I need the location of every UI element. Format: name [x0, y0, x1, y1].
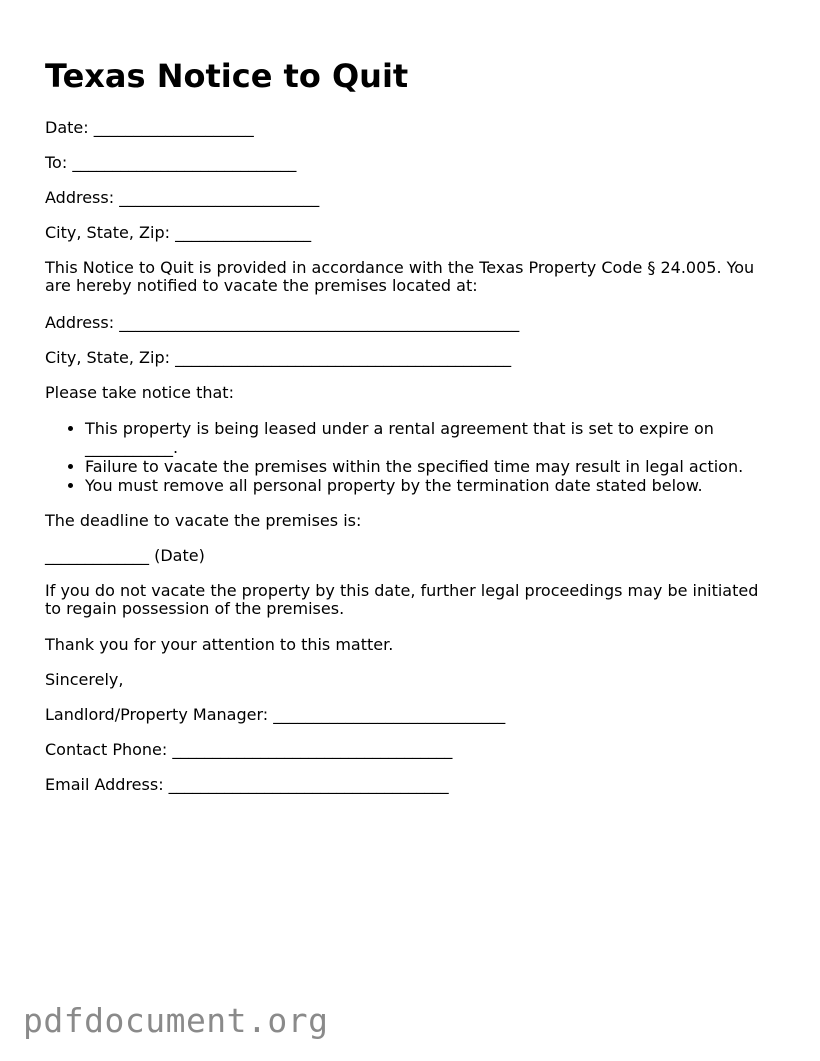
premises-address-field: Address: __________________________________________________	[45, 313, 520, 332]
premises-city-state-zip-field: City, State, Zip: __________________________________________	[45, 348, 512, 367]
list-item: • Failure to vacate the premises within the specified time may result in legal action.	[85, 457, 775, 476]
recipient-address-field: Address: _________________________	[45, 188, 320, 207]
notice-heading: Please take notice that:	[45, 383, 234, 402]
landlord-field: Landlord/Property Manager: _____________________________	[45, 705, 506, 724]
recipient-city-state-zip-field: City, State, Zip: _________________	[45, 223, 312, 242]
notice-list	[45, 419, 775, 495]
deadline-text: The deadline to vacate the premises is:	[45, 511, 362, 530]
list-item: • You must remove all personal property by the termination date stated below.	[85, 476, 775, 495]
date-field: Date: ____________________	[45, 118, 254, 137]
page-title: Texas Notice to Quit	[45, 57, 409, 95]
contact-phone-field: Contact Phone: ___________________________________	[45, 740, 453, 759]
closing-text: Sincerely,	[45, 670, 124, 689]
intro-paragraph: This Notice to Quit is provided in accordance with the Texas Property Code § 24.005. You are hereby notified to vacate the premises located at:	[45, 258, 755, 295]
email-address-field: Email Address: ___________________________________	[45, 775, 449, 794]
list-item: • This property is being leased under a rental agreement that is set to expire on ___________.	[85, 419, 775, 457]
thanks-text: Thank you for your attention to this matter.	[45, 635, 394, 654]
deadline-date-field: _____________ (Date)	[45, 546, 205, 565]
watermark-logo: pdfdocument.org	[23, 1001, 329, 1040]
consequence-paragraph: If you do not vacate the property by this date, further legal proceedings may be initiated to regain possession of the premises.	[45, 581, 759, 618]
to-field: To: ____________________________	[45, 153, 297, 172]
